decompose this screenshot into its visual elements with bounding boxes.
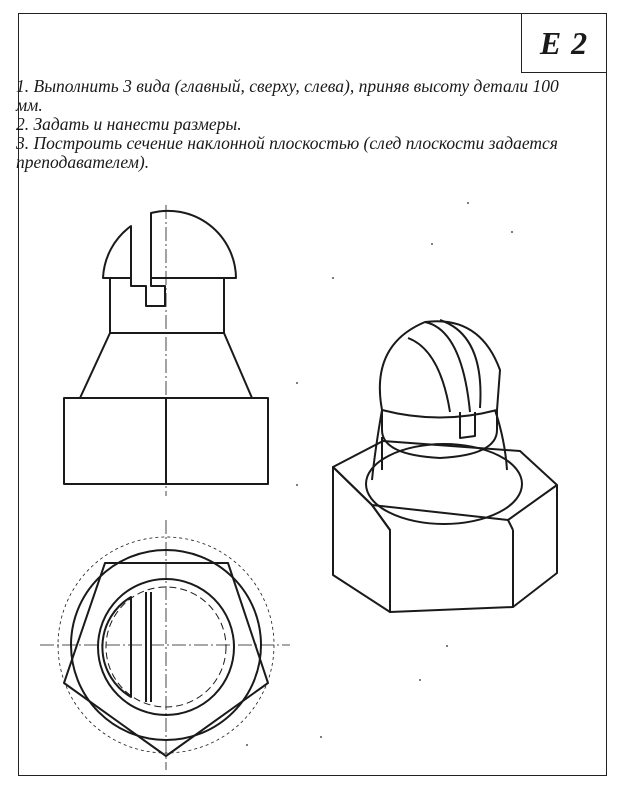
- task-step-3: 3. Построить сечение наклонной плоскостью (след плоскости задается преподавателем).: [16, 133, 558, 172]
- front-dome-left: [103, 226, 131, 278]
- front-view: [64, 205, 268, 496]
- top-view: [40, 520, 290, 770]
- iso-dome-base: [382, 410, 497, 418]
- task-step-1: 1. Выполнить 3 вида (главный, сверху, слева), приняв высоту детали 100 мм.: [16, 76, 559, 115]
- scan-specks: [246, 202, 513, 746]
- iso-hex-face-left: [333, 467, 390, 612]
- iso-hex-edge-2: [508, 520, 513, 530]
- front-neck: [110, 278, 224, 333]
- iso-dome-outer: [380, 321, 500, 410]
- card-code-badge: Е 2: [521, 13, 607, 73]
- iso-dome-slot-a: [408, 338, 450, 412]
- front-dome-right: [151, 211, 236, 278]
- task-step-2: 2. Задать и нанести размеры.: [16, 114, 242, 134]
- iso-hex-face-front: [390, 530, 513, 612]
- iso-hex-face-right: [513, 485, 557, 607]
- isometric-view: [333, 320, 557, 612]
- front-slot: [131, 278, 165, 306]
